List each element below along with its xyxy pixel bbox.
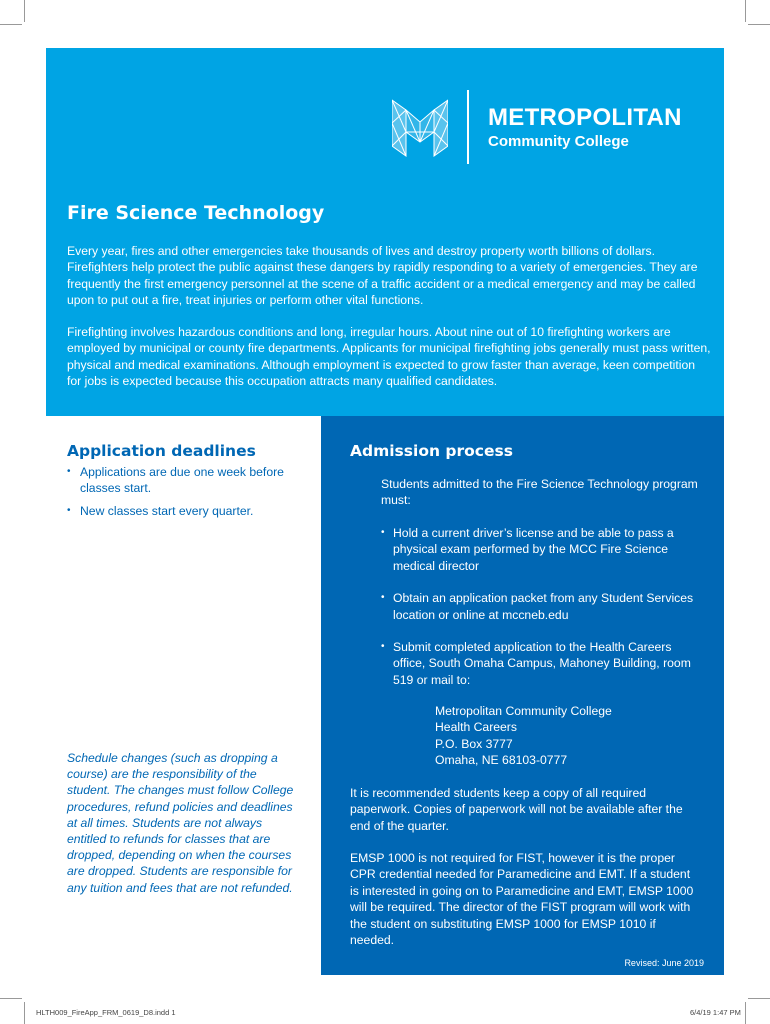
paperwork-paragraph: It is recommended students keep a copy of all required paperwork. Copies of paperwork will not be available after the end of the quarter. <box>350 786 683 833</box>
crop-mark <box>24 1002 25 1024</box>
hero-panel <box>46 48 724 416</box>
crop-mark <box>745 1002 746 1024</box>
list-item: • New classes start every quarter. <box>67 503 317 519</box>
admission-section <box>321 416 724 975</box>
deadlines-heading: Application deadlines <box>67 442 256 460</box>
crop-mark <box>745 0 746 22</box>
list-item: • Hold a current driver’s license and be able to pass a physical exam performed by the MCC Fire Science medical director <box>381 525 701 574</box>
list-item: • Submit completed application to the Health Careers office, South Omaha Campus, Mahoney Building, room 519 or mail to: <box>381 639 701 688</box>
crop-mark <box>748 24 770 25</box>
revised-date: Revised: June 2019 <box>624 958 704 968</box>
college-subtitle: Community College <box>488 133 629 150</box>
deadlines-list <box>67 464 317 525</box>
mcc-logo-icon <box>392 98 448 158</box>
file-slug: HLTH009_FireApp_FRM_0619_D8.indd 1 <box>36 1008 176 1017</box>
crop-mark <box>0 998 22 999</box>
admission-heading: Admission process <box>350 442 513 460</box>
admission-list <box>381 525 701 704</box>
mailing-address <box>435 703 612 769</box>
crop-mark <box>0 24 22 25</box>
schedule-changes-note: Schedule changes (such as dropping a course) are the responsibility of the student. The changes must follow College procedures, refund policies and deadlines at all times. Students are not always entitled to refunds for classes that are dropped, depending on when the courses are dropped. Students are responsible for any tuition and fees that are not refunded. <box>67 751 294 895</box>
intro-paragraph: Firefighting involves hazardous conditions and long, irregular hours. About nine out of 10 firefighting workers are employed by municipal or county fire departments. Applicants for municipal firefighting jobs generally must pass written, physical and medical examinations. Although employment is expected to grow faster than average, keen competition for jobs is expected because this occupation attracts many qualified candidates. <box>67 325 711 389</box>
crop-mark <box>748 998 770 999</box>
address-line: P.O. Box 3777 <box>435 736 513 751</box>
crop-mark <box>24 0 25 22</box>
address-line: Omaha, NE 68103-0777 <box>435 753 568 768</box>
intro-paragraph: Every year, fires and other emergencies take thousands of lives and destroy property worth billions of dollars. Firefighters help protect the public against these dangers by rapidly responding to a variety of emergencies. They are frequently the first emergency personnel at the scene of a traffic accident or a medical emergency and may be called upon to put out a fire, treat injuries or perform other vital functions. <box>67 244 698 308</box>
page-title: Fire Science Technology <box>67 202 325 224</box>
print-timestamp: 6/4/19 1:47 PM <box>690 1008 741 1017</box>
emsp-paragraph: EMSP 1000 is not required for FIST, however it is the proper CPR credential needed for Paramedicine and EMT. If a student is interested in going on to Paramedicine and EMT, EMSP 1000 will be required. The director of the FIST program will work with the student on substituting EMSP 1000 for EMSP 1010 if needed. <box>350 851 694 948</box>
logo-divider <box>467 90 469 164</box>
address-line: Health Careers <box>435 720 517 735</box>
address-line: Metropolitan Community College <box>435 704 612 718</box>
list-item: • Obtain an application packet from any Student Services location or online at mccneb.edu <box>381 590 701 623</box>
list-item: • Applications are due one week before classes start. <box>67 464 317 497</box>
college-name: METROPOLITAN <box>488 104 682 131</box>
admission-intro: Students admitted to the Fire Science Technology program must: <box>381 477 698 508</box>
